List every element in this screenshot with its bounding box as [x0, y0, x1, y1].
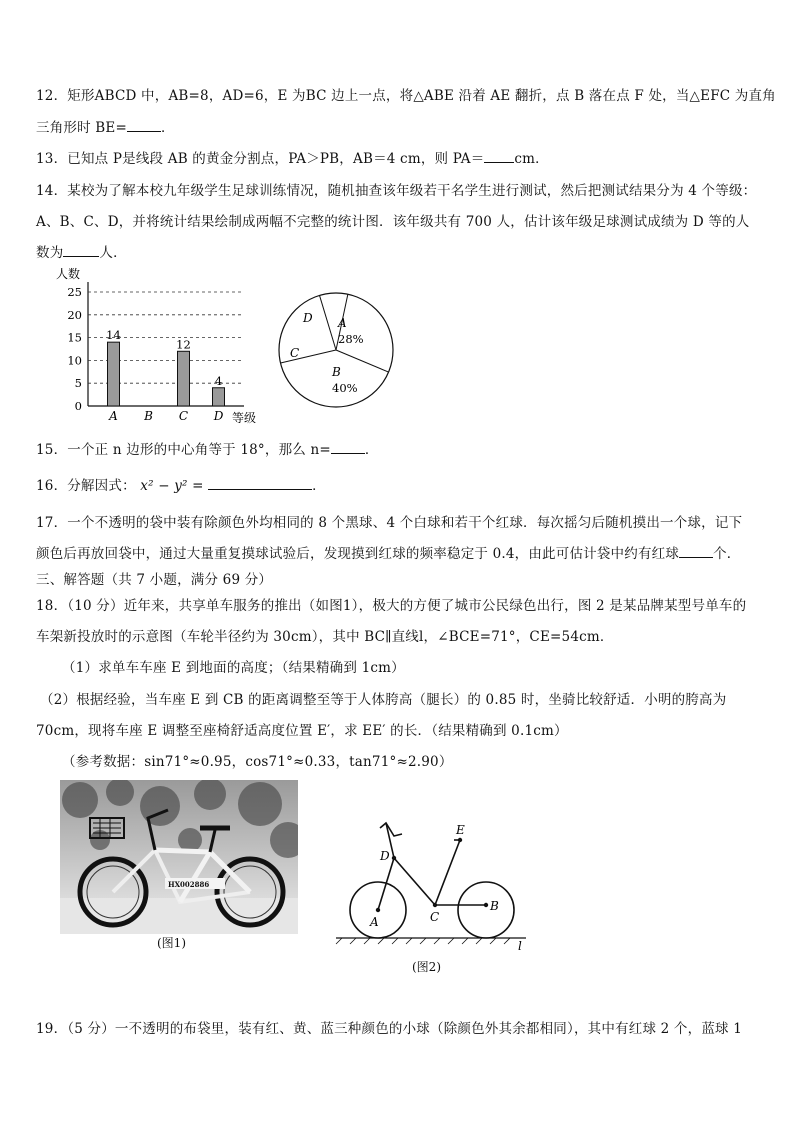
q12-line2-text: 三角形时 BE= — [36, 120, 127, 136]
section-3-heading: 三、解答题（共 7 小题，满分 69 分） — [36, 572, 273, 588]
bar-c — [178, 351, 190, 406]
figure-2-caption: (图2) — [412, 960, 441, 974]
ground-hatching — [336, 938, 510, 944]
label-a: A — [370, 915, 379, 929]
q18-part2-line2: 70cm，现将车座 E 调整至座椅舒适高度位置 E′，求 EE′ 的长．（结果精确到 0.1cm） — [36, 723, 568, 739]
bar-chart-xtick: D — [213, 409, 224, 423]
q18-line1: 18．（10 分）近年来，共享单车服务的推出（如图1），极大的方便了城市公民绿色出行，图 2 是某品牌某型号单车的 — [36, 598, 747, 614]
q13-answer-blank — [484, 148, 514, 163]
q17-line2 — [36, 542, 740, 562]
q13-unit: cm． — [514, 151, 549, 167]
q12-line1: 12．矩形ABCD 中，AB=8，AD=6，E 为BC 边上一点，将△ABE 沿着 AE 翻折，点 B 落在点 F 处，当△EFC 为直角 — [36, 88, 776, 104]
bar-chart-ylabel: 人数 — [56, 267, 81, 281]
frame-lines — [378, 823, 486, 910]
label-l: l — [518, 939, 522, 953]
label-e: E — [456, 823, 465, 837]
bar-chart — [40, 262, 280, 430]
q18-part1: （1）求单车车座 E 到地面的高度；（结果精确到 1cm） — [62, 660, 405, 676]
bar-chart-xtick: C — [178, 409, 189, 423]
bar-chart-ytick: 20 — [67, 307, 82, 322]
q17-answer-blank — [679, 543, 713, 558]
bar-a — [108, 342, 120, 406]
label-c: C — [430, 910, 440, 924]
q15-line — [36, 438, 379, 458]
q14-line3-text: 数为 — [36, 245, 64, 261]
q18-part2-line1: （2）根据经验，当车座 E 到 CB 的距离调整至等于人体胯高（腿长）的 0.85 时，坐骑比较舒适．小明的胯高为 — [40, 692, 727, 708]
q16-answer-blank — [208, 475, 312, 490]
q19-line1: 19．（5 分）一不透明的布袋里，装有红、黄、蓝三种颜色的小球（除颜色外其余都相同），其中有红球 2 个，蓝球 1 — [36, 1021, 743, 1037]
bicycle-frame-diagram — [336, 818, 536, 953]
q14-line3-end: 人． — [99, 245, 127, 261]
q15-answer-blank — [331, 439, 365, 454]
pie-percent-a: 28% — [338, 332, 364, 346]
q14-line3 — [36, 241, 127, 261]
bar-chart-ytick: 10 — [67, 353, 82, 368]
bar-chart-ytick: 25 — [67, 285, 82, 299]
pie-label-a: A — [338, 316, 347, 330]
pie-percent-b: 40% — [332, 381, 358, 395]
q14-answer-blank — [63, 242, 99, 257]
q16-end: ． — [312, 478, 326, 494]
q14-line1: 14．某校为了解本校九年级学生足球训练情况，随机抽查该年级若干名学生进行测试，然后把测试结果分为 4 个等级： — [36, 183, 757, 199]
q12-line2 — [36, 116, 175, 136]
bar-chart-ytick: 0 — [74, 399, 82, 413]
rear-wheel — [458, 882, 514, 938]
q18-reference-data: （参考数据：sin71°≈0.95，cos71°≈0.33，tan71°≈2.90） — [62, 754, 453, 770]
q16-line — [36, 474, 326, 494]
q14-line2: A、B、C、D，并将统计结果绘制成两幅不完整的统计图．该年级共有 700 人，估计该年级足球测试成绩为 D 等的人 — [36, 214, 750, 230]
bar-data-label: 4 — [214, 373, 223, 388]
figure-1-caption: (图1) — [157, 936, 186, 950]
q17-line2-text: 颜色后再放回袋中，通过大量重复摸球试验后，发现摸到红球的频率稳定于 0.4，由此可估计袋中约有红球 — [36, 546, 680, 562]
label-b: B — [490, 899, 499, 913]
bar-chart-ytick: 5 — [74, 376, 82, 391]
bar-d — [213, 388, 225, 406]
bar-data-label: 14 — [106, 328, 121, 343]
bar-data-label: 12 — [176, 337, 191, 352]
q17-line2-end: 个． — [713, 546, 741, 562]
label-d: D — [380, 849, 390, 863]
bicycle-plate: HX002886 — [168, 880, 210, 889]
pie-label-b: B — [332, 365, 341, 379]
q18-line2: 车架新投放时的示意图（车轮半径约为 30cm），其中 BC∥直线l，∠BCE=71°，CE=54cm． — [36, 629, 614, 645]
q15-end: ． — [364, 442, 379, 458]
q13-line — [36, 147, 549, 167]
bar-chart-xtick: B — [144, 409, 153, 423]
q15-text: 15．一个正 n 边形的中心角等于 18°，那么 n= — [36, 442, 331, 458]
q12-line2-end: ． — [160, 120, 175, 136]
q16-text: 16．分解因式： — [36, 478, 136, 494]
pie-label-d: D — [303, 311, 313, 325]
bar-chart-ytick: 15 — [67, 330, 82, 345]
pie-chart — [276, 290, 396, 410]
bar-chart-xtick: A — [109, 409, 118, 423]
pie-label-c: C — [290, 346, 300, 360]
q16-expression: x² − y² = — [140, 478, 204, 494]
q13-text: 13．已知点 P是线段 AB 的黄金分割点，PA＞PB，AB＝4 cm，则 PA＝ — [36, 151, 485, 167]
bicycle-photo — [60, 780, 298, 934]
bar-chart-xlabel: 等级 — [232, 411, 257, 425]
q17-line1: 17．一个不透明的袋中装有除颜色外均相同的 8 个黑球、4 个白球和若干个红球．每次摇匀后随机摸出一个球，记下 — [36, 515, 743, 531]
q12-answer-blank — [127, 117, 161, 132]
